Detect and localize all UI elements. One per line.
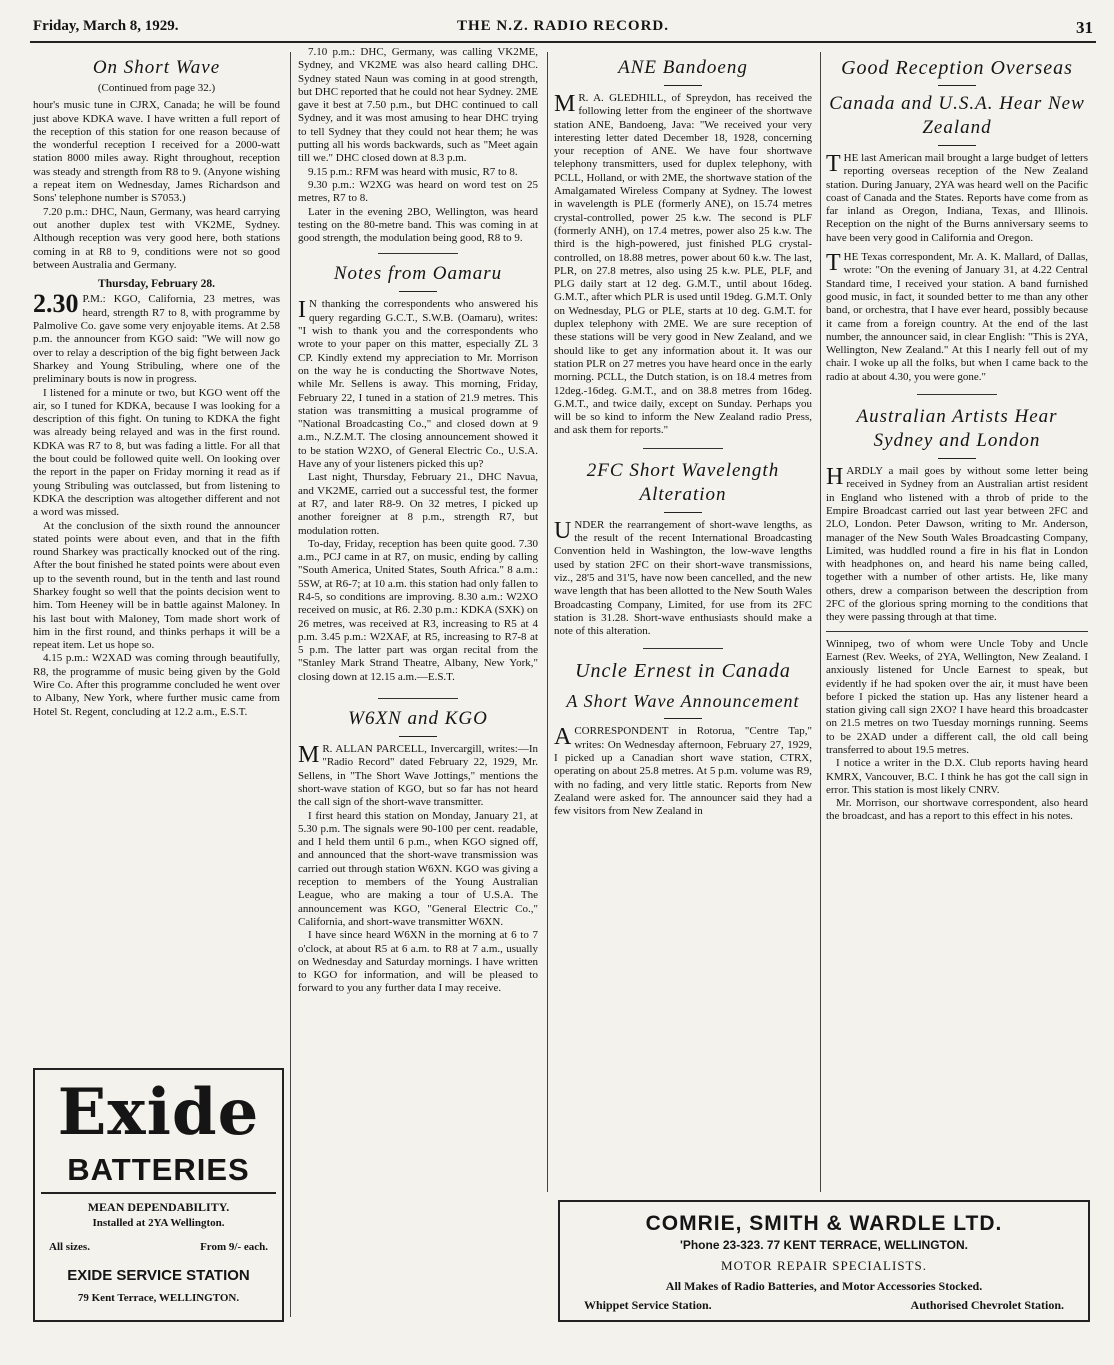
heading-rule [664,512,702,513]
date-subheading: Thursday, February 28. [98,278,215,291]
section-rule [826,631,1088,632]
comrie-stock-line: All Makes of Radio Batteries, and Motor Accessories Stocked. [665,1279,983,1293]
page-number: 31 [1076,18,1093,37]
article-paragraph: I first heard this station on Monday, January 21, at 5.30 p.m. The signals were 90-100 per cent. readable, and I held them until 6 p.m., when KGO signed off, and announced that the short-wave transmission was carried out through station W6XN. KGO was giving a reception to members of the Young Australian League, who are making a tour of U.S.A. The announcement was KGO, "General Electric Co.," California, and short-wave transmitter W6XN. [298,809,538,928]
article-paragraph: ACORRESPONDENT in Rotorua, "Centre Tap," writes: On Wednesday afternoon, February 27, 1929, I picked up a Canadian short wave station, CTRX, operating on about 25.8 metres. At 5 p.m. volume was R9, with no fading, and very little static. Reports from New Zealand were asked for. The announcer said they had a few visitors from New Zealand in [554,724,812,818]
section-rule [917,394,997,395]
continued-note: (Continued from page 32.) [97,82,216,94]
exide-service-station: EXIDE SERVICE STATION [67,1267,250,1284]
heading-rule [938,145,976,146]
article-paragraph: 9.15 p.m.: RFM was heard with music, R7 to 8. [308,165,518,178]
exide-address: 79 Kent Terrace, WELLINGTON. [77,1292,240,1304]
heading-rule [399,291,437,292]
column-1 [33,50,280,719]
heading-rule [399,736,437,737]
exide-slogan: MEAN DEPENDABILITY. [87,1200,230,1214]
comrie-bottom-row [584,1298,1064,1313]
heading-uncle-ernest: Uncle Ernest in Canada [575,660,791,683]
heading-w6xn-and-kgo: W6XN and KGO [348,708,488,730]
column-4 [826,50,1088,824]
drop-cap: A [554,724,572,751]
article-paragraph: Last night, Thursday, February 21., DHC Navua, and VK2ME, carried out a successful test, the former at R7, and later R8-9. On 32 metres, I picked up another foreigner at 8 p.m., strength R7, but modulation rotten. [298,471,538,537]
exide-sizes: All sizes. [49,1241,90,1253]
page-header [33,18,1093,42]
article-paragraph: THE last American mail brought a large budget of letters reporting overseas reception of the New Zealand station. During January, 2YA was heard well on the Pacific coast of Canada and the States. Reports have come from as far inland as Oregon, Indiana, Texas, and Illinois. Reception on the night of the Burns anniversary seems to have been very good in California and Oregon. [826,151,1088,244]
drop-cap: M [554,91,576,117]
heading-rule [664,718,702,719]
section-rule [378,698,458,699]
heading-australian-artists: Australian Artists Hear Sydney and London [856,406,1058,452]
comrie-advertisement [558,1200,1090,1322]
article-paragraph: 2.30 P.M.: KGO, California, 23 metres, was heard, strength R7 to 8, with programme by Palmolive Co. gave some very enjoyable items. At 2.58 p.m. the announcer from KGO said: "We will now go over to relay a description of the big fight between Jack Sharkey and Young Stribuling, where one of the preliminary bouts is now in progress. [33,289,280,386]
drop-cap: M [298,742,320,769]
ad-rule [41,1192,276,1194]
section-rule [643,648,723,649]
exide-logo: Exide [57,1075,260,1150]
exide-price: From 9/- each. [200,1241,268,1253]
drop-cap: T [826,151,841,177]
header-rule [30,41,1096,43]
comrie-whippet: Whippet Service Station. [584,1298,712,1312]
exide-sizes-row [49,1241,268,1253]
exide-batteries-label: BATTERIES [67,1152,250,1187]
comrie-company-name: COMRIE, SMITH & WARDLE LTD. [645,1212,1003,1235]
comrie-phone-address: 'Phone 23-323. 77 KENT TERRACE, WELLINGTON. [679,1238,968,1252]
heading-on-short-wave: On Short Wave [92,57,221,78]
comrie-chevrolet: Authorised Chevrolet Station. [910,1298,1064,1312]
column-divider-3 [820,52,821,1192]
article-paragraph: 7.20 p.m.: DHC, Naun, Germany, was heard carrying out another duplex test with VK2ME, Sydney. Although reception was very good here, both stations coming in at R8 to 9, conditions were not so good between Australia and Germany. [33,205,280,271]
issue-date: Friday, March 8, 1929. [33,18,179,34]
article-paragraph: 7.10 p.m.: DHC, Germany, was calling VK2ME, Sydney, and VK2ME was also heard calling DHC. Sydney stated Naun was coming in at good strength, but DHC reported that he could not hear Sydney. 2ME gave it best at 7.50 p.m., but DHC continued to call Sydney, and it was most amusing to hear DHC trying to tell Sydney that they could not hear them; he was putting all his words backwards, such as "Meet again till we." DHC closed down at 8.3 p.m. [298,46,539,165]
column-2 [298,46,538,996]
article-paragraph: At the conclusion of the sixth round the announcer stated points were about even, and that in the fifth round Sharkey was practically knocked out of the ring. After the bout finished he stated points were about even up to the seventh round, but in the tenth and last round Sharkey fought so well that the points decision went to him. Tom Heeney will be in battle against Maloney. In his last bout with Maloney, Tom made short work of him in the first round, and thinks perhaps it will be a repeat item. Let us hope so. [33,519,280,652]
drop-cap: U [554,517,572,544]
article-paragraph: To-day, Friday, reception has been quite good. 7.30 a.m., PCJ came in at R7, on music, ending by calling "South America, United States, South Africa." 8 a.m.: 5SW, at R6-7; at 10 a.m. this station had only fallen to R4-5, so conditions are improving. 8.30 a.m.: W2XO received on music, at R6. 2.30 p.m.: KDKA (SXK) on 26 metres, was received at R3, increasing to R5 at 4 p.m. 3.45 p.m.: W2XAF, at R5, increasing to R7-8 at 5 p.m. The latter part was organ recital from the "Stanley Mark Strand Theatre, Albany, New York," closing down at 12.15 a.m.—E.S.T. [298,537,538,683]
heading-good-reception: Good Reception Overseas [841,57,1073,79]
heading-canada-usa: Canada and U.S.A. Hear New Zealand [829,93,1085,138]
column-divider-2 [547,52,548,1192]
heading-2fc-alteration: 2FC Short Wavelength Alteration [586,459,780,505]
article-paragraph: Mr. Morrison, our shortwave correspondent, also heard the broadcast, and has a report to this effect in his notes. [826,797,1088,823]
article-paragraph: Winnipeg, two of whom were Uncle Toby and Uncle Earnest (Rev. Weeks, of 2YA, Wellington, New Zealand. I anxiously listened for Uncle Earnest to speak, but evidently if he had spoken over the air, it must have been before I picked the station up. Has any listener heard a station giving call sign 2XO? I have heard this broadcaster on 21.5 metres on two Tuesday mornings running. Seems to be 2XAD under a different call, the old call being transferred to about 19.5 metres. [826,637,1088,756]
section-rule [378,253,458,254]
heading-rule [664,85,702,86]
article-paragraph: Later in the evening 2BO, Wellington, was heard testing on the 80-metre band. This was coming in at good strength, the modulation being good, R8 to 9. [298,205,538,245]
exide-advertisement [33,1068,284,1322]
article-paragraph: I have since heard W6XN in the morning at 6 to 7 o'clock, at about R5 at 6 a.m. to R8 at 7 a.m., usually on Wednesday and Saturday mornings. I have written to KGO for information, and will be pleased to forward to you any further data I may receive. [298,929,538,995]
article-paragraph: I notice a writer in the D.X. Club reports having heard KMRX, Vancouver, B.C. I think he has got the call sign in error. This station is most likely CNRV. [826,757,1088,796]
time-drop-figure: 2.30 [33,289,79,319]
drop-cap: T [826,250,841,277]
article-paragraph: hour's music tune in CJRX, Canada; he will be found just above KDKA wave. I have written a full report of the reception of this station for one reason because of the wonderful reception I received for a 2000-watt station 8000 miles away. Right throughout, reception was steady and strength from R8 to 9. (Anyone wishing a repeat item on Wednesday, James Richardson and Sons' telephone number is S7053.) [33,99,280,205]
column-divider-1 [290,52,291,1317]
article-paragraph: I N thanking the correspondents who answered his query regarding G.C.T., S.W.B. (Oamaru), writes: "I wish to thank you and the correspondents who wrote to your paper on this matter, especially ZL 3 CP. Kindly extend my appreciation to Mr. Morrison on the way he is conducting the Shortwave Notes, while Mr. Sellens is away. This morning, Friday, February 22, I tuned in a station of 21.9 metres. This station was transmitting a musical programme of "National Broadcasting Co.," and closed down at 9 a.m., N.Z.M.T. The closing announcement showed it to be station W2XO, of General Electric Co., U.S.A. Have any of your listeners picked this up? [298,297,538,471]
exide-installed: Installed at 2YA Wellington. [92,1217,225,1229]
article-paragraph: 9.30 p.m.: W2XG was heard on word test on 25 metres, R7 to 8. [298,178,538,205]
column-3 [554,50,812,818]
article-paragraph: M R. ALLAN PARCELL, Invercargill, writes:—In "Radio Record" dated February 22, 1929, Mr. Sellens, in "The Short Wave Jottings," mentions the short-wave station of KGO, but so far has not heard the call sign of the short-wave transmitter. [298,742,538,809]
article-paragraph: THE Texas correspondent, Mr. A. K. Mallard, of Dallas, wrote: "On the evening of January 31, at 4.22 Central Standard time, I received your station. A band furnished good music, in fact, it sounded better to me than any other band, or orchestra, that I have ever heard, possibly because it came from a foreign country. At the end of the last number, the announcer said, in clear English: "This is 2YA, Wellington, New Zealand." At this I nearly fell out of my chair. I woke up all the folks, but when I came back to the radio at about 4.30, you were gone." [826,250,1088,383]
heading-rule [938,458,976,459]
heading-notes-from-oamaru: Notes from Oamaru [333,263,503,285]
section-rule [643,448,723,449]
article-paragraph: HARDLY a mail goes by without some letter being received in Sydney from an Australian artist resident in England who listened with a throb of pride to the Empire Broadcast carried out last year between 2FC and 2LO, London. Peter Dawson, writing to Mr. Anderson, manager of the New South Wales Broadcasting Company, Limited, was huddled round a fire in his flat in London with headphones on, and heard his name being called, together with a number of other artists. He, like many others, drew a comparison between the description from 2FC of the glorious spring morning to the conditions that they were passing through at that time. [826,464,1088,624]
subheading-announcement: A Short Wave Announcement [566,691,800,712]
article-paragraph: M R. A. GLEDHILL, of Spreydon, has received the following letter from the engineer of the shortwave station ANE, Bandoeng, Java: "We received your very interesting letter dated December 18, 1928, concerning your reception of ANE. We have four shortwave telephony transmitters, used for duplex telephony, with PCLL, Holland, or with 2ME, the shortwave station of the Amalgamated Wireless Company at Sydney. The lowest in wavelength is PLE (formerly ANE), on 15.74 metres crystal-controlled, power 25 k.w. The second is PLF (formerly ANH), on 17.4 metres, power also 25 k.w. The third is the high-powered, just finished PLG crystal-controlled, on 18.88 metres, power about 60 k.w. The last, PLR, on 27.8 metres, also using 25 k.w. PLE, PLF, and PLG daily start at 12 deg. G.M.T., until about 16deg. G.M.T., after which PLR is used until 19deg. G.M.T. Only on Wednesday, PLG or PLE, starts at 10 deg. G.M.T. for duplex telephony with 2ME. We are sure reception of these stations will be very good in New Zealand, and we should like to get any information about it. It was our station PLR on 27 metres you have heard once in the early morning. PCLL, the Dutch station, is on 18.4 metres from 12deg.-16deg. G.M.T., and on 38.8 metres from 16deg. G.M.T., and twice daily, except on Sunday. Perhaps you will be so kind to inform the New Zealand radio Press, and ask them for reports." [554,91,812,437]
heading-rule [938,85,976,86]
article-paragraph: UNDER the rearrangement of short-wave lengths, as the result of the recent International Broadcasting Convention held in Washington, the low-wave lengths used by station 2FC on their short-wave transmissions, viz., 28'5 and 31'5, have now been cancelled, and the new wave length that has been allotted to the New South Wales Broadcasting Company, Limited, for use from its 2FC station is 31.28. Short-wave enthusiasts should make a note of this alteration. [554,517,812,638]
heading-ane-bandoeng: ANE Bandoeng [618,57,748,78]
comrie-specialists: MOTOR REPAIR SPECIALISTS. [721,1258,927,1273]
masthead-title: THE N.Z. RADIO RECORD. [456,18,670,34]
article-paragraph: 4.15 p.m.: W2XAD was coming through beautifully, R8, the programme of music being given by the Gold Wire Co. After this programme concluded he went over to Albany, New York, where further music came from Hotel St. Regent, concluding at 12.2 a.m., E.S.T. [33,652,280,718]
article-paragraph: I listened for a minute or two, but KGO went off the air, so I tuned for KDKA, because I was looking for a description of this fight. On tuning to KDKA the fight was already being relayed and was in the first round. KDKA was R7 to 8, but was fading a little. For all that the bout could be followed quite well. On looking over the report in the paper on Friday morning it read as if young Stribuling was outclassed, but from listening to KDKA the description was altogether different and not a word was missed. [33,386,280,519]
drop-cap: I [298,297,306,324]
drop-cap: H [826,464,844,491]
